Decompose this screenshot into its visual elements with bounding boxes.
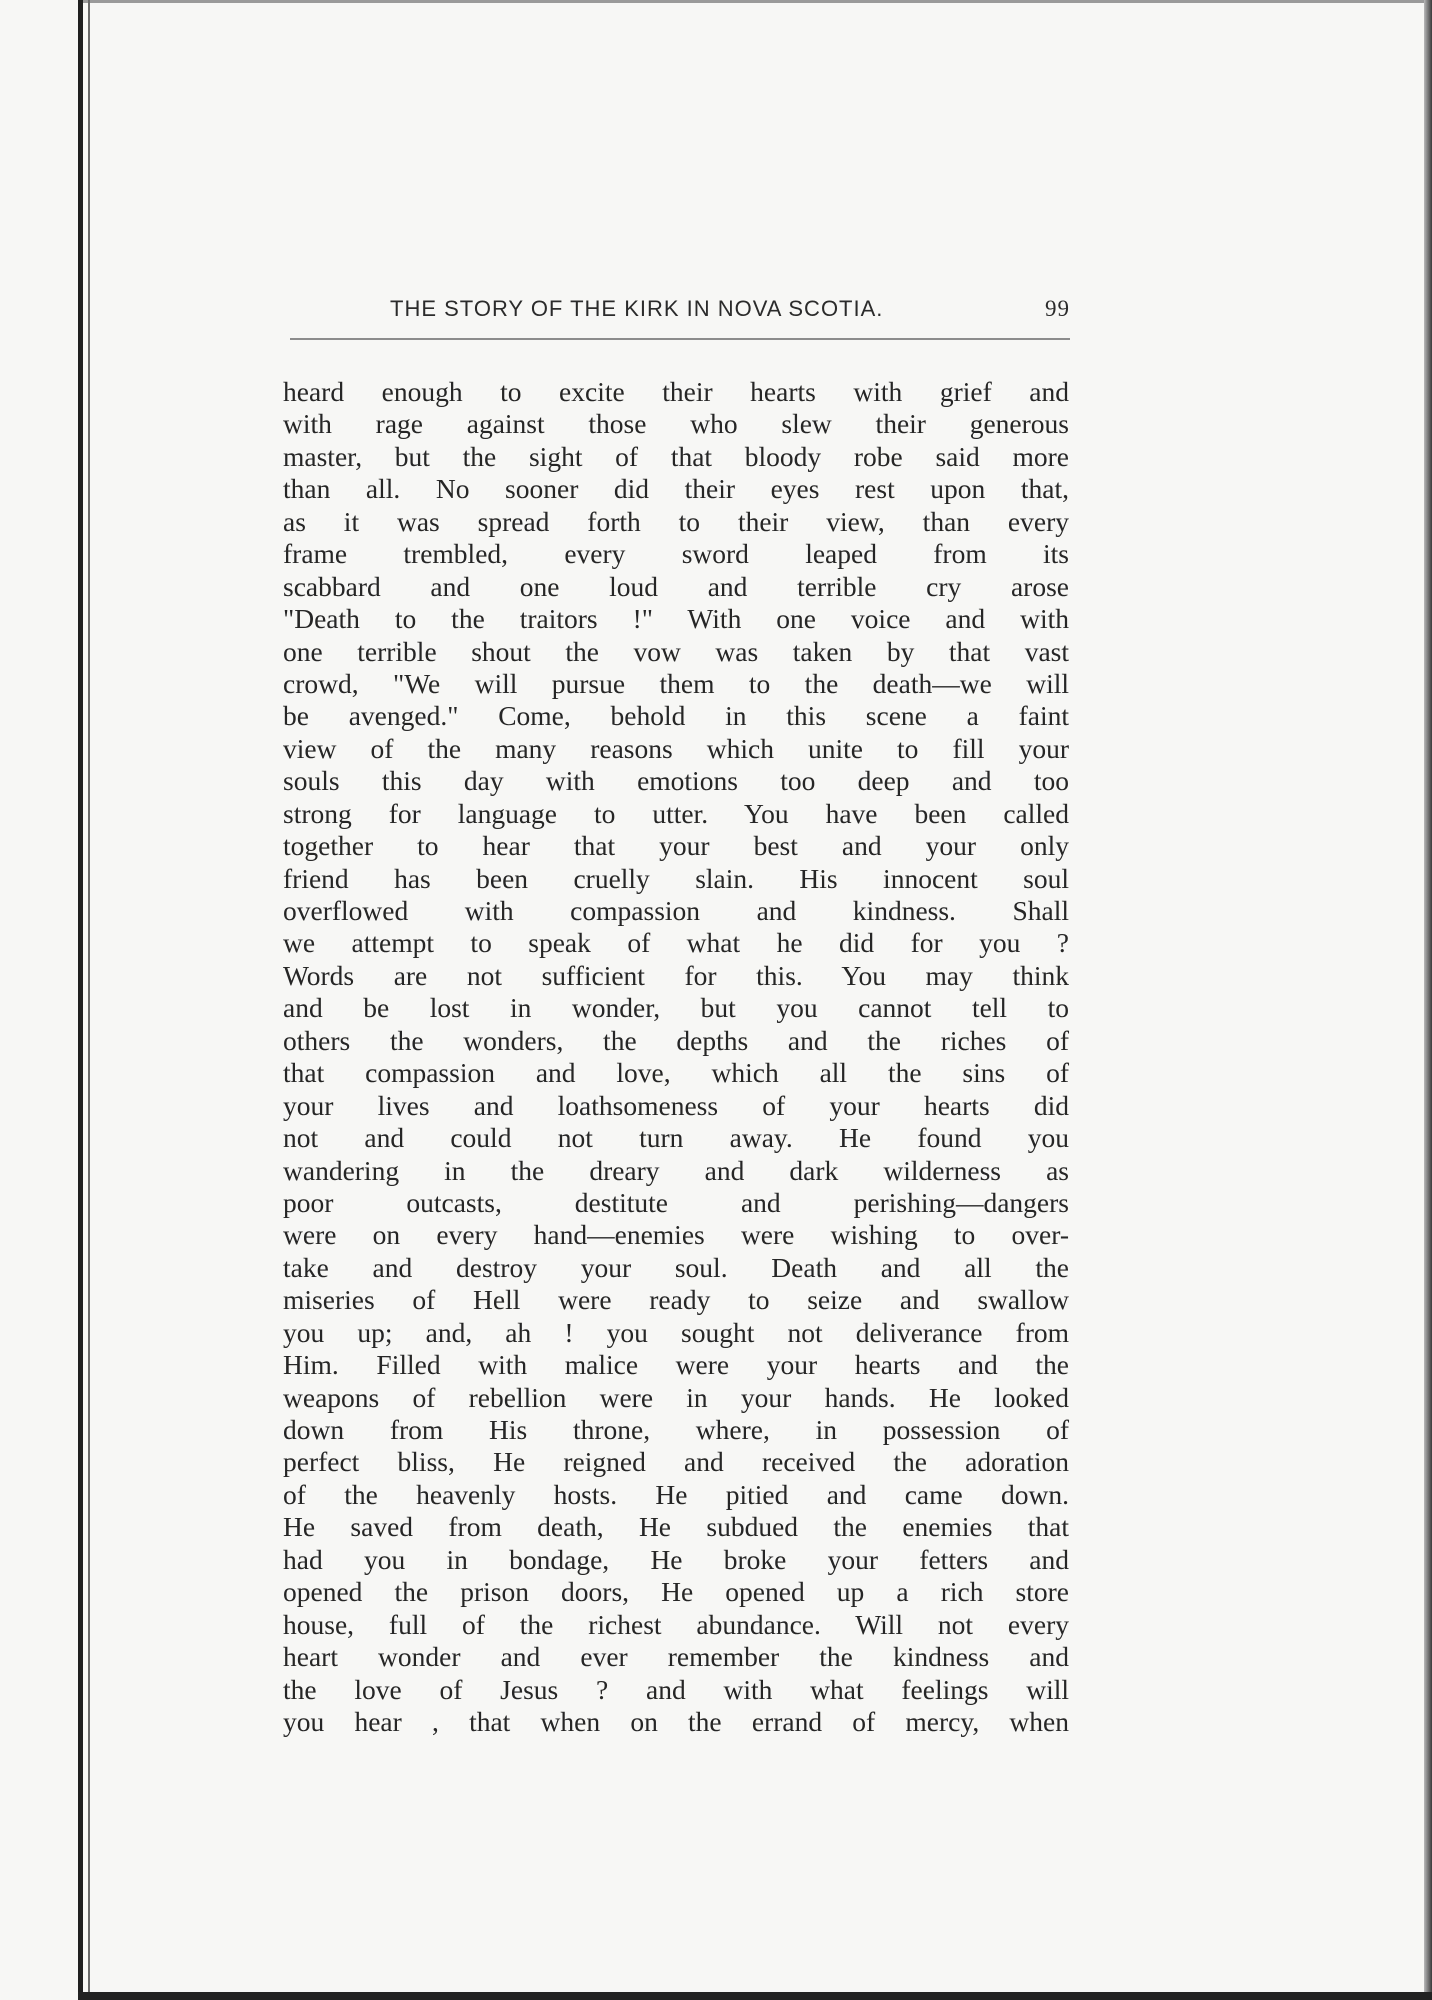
text-line: view of the many reasons which unite to fill your xyxy=(283,732,1069,764)
text-line: perfect bliss, He reigned and received the adoration xyxy=(283,1446,1069,1478)
text-line: as it was spread forth to their view, than every xyxy=(283,505,1069,537)
text-line: Him. Filled with malice were your hearts and the xyxy=(283,1349,1069,1381)
body-text xyxy=(283,376,1069,1738)
running-head xyxy=(290,292,1070,332)
text-line: together to hear that your best and your only xyxy=(283,830,1069,862)
text-line: scabbard and one loud and terrible cry arose xyxy=(283,570,1069,602)
page-bottom-edge xyxy=(78,1992,1432,2000)
text-line: with rage against those who slew their generous xyxy=(283,408,1069,440)
text-line: overflowed with compassion and kindness. Shall xyxy=(283,895,1069,926)
text-line: had you in bondage, He broke your fetters and xyxy=(283,1543,1069,1575)
text-line: strong for language to utter. You have been called xyxy=(283,797,1069,829)
page-number: 99 xyxy=(1045,296,1070,321)
text-line: others the wonders, the depths and the riches of xyxy=(283,1024,1069,1056)
text-line: poor outcasts, destitute and perishing—dangers xyxy=(283,1186,1069,1218)
text-line: frame trembled, every sword leaped from its xyxy=(283,538,1069,570)
text-line: opened the prison doors, He opened up a rich store xyxy=(283,1576,1069,1608)
page-binding-shadow xyxy=(88,0,90,2000)
text-line: weapons of rebellion were in your hands. He looked xyxy=(283,1381,1069,1413)
page-binding-edge xyxy=(78,0,83,2000)
text-line: heard enough to excite their hearts with grief and xyxy=(283,376,1069,407)
text-line: master, but the sight of that bloody robe said more xyxy=(283,440,1069,472)
text-line: miseries of Hell were ready to seize and swallow xyxy=(283,1284,1069,1316)
text-line: not and could not turn away. He found you xyxy=(283,1122,1069,1154)
text-line: than all. No sooner did their eyes rest upon that, xyxy=(283,473,1069,505)
text-line: house, full of the richest abundance. Will not every xyxy=(283,1608,1069,1640)
text-line: friend has been cruelly slain. His innocent soul xyxy=(283,862,1069,894)
text-line: souls this day with emotions too deep and too xyxy=(283,765,1069,797)
text-line: down from His throne, where, in possession of xyxy=(283,1414,1069,1445)
text-line: the love of Jesus ? and with what feelings will xyxy=(283,1673,1069,1705)
text-line: He saved from death, He subdued the enemies that xyxy=(283,1511,1069,1543)
text-line: one terrible shout the vow was taken by that vast xyxy=(283,635,1069,667)
text-line: take and destroy your soul. Death and all the xyxy=(283,1251,1069,1283)
text-line: and be lost in wonder, but you cannot tell to xyxy=(283,992,1069,1024)
text-line: your lives and loathsomeness of your hearts did xyxy=(283,1089,1069,1121)
text-line: you up; and, ah ! you sought not deliverance from xyxy=(283,1316,1069,1348)
text-line: we attempt to speak of what he did for you ? xyxy=(283,927,1069,959)
text-line: were on every hand—enemies were wishing to over- xyxy=(283,1219,1069,1251)
header-rule xyxy=(290,338,1070,340)
text-line: crowd, "We will pursue them to the death—we will xyxy=(283,667,1069,699)
page-right-edge xyxy=(1424,0,1432,2000)
text-line: be avenged." Come, behold in this scene a faint xyxy=(283,700,1069,732)
page-top-edge xyxy=(78,0,1432,3)
text-line: "Death to the traitors !" With one voice and with xyxy=(283,603,1069,635)
text-line: Words are not sufficient for this. You may think xyxy=(283,959,1069,991)
running-title: THE STORY OF THE KIRK IN NOVA SCOTIA. xyxy=(390,296,884,321)
text-line: that compassion and love, which all the sins of xyxy=(283,1057,1069,1089)
text-line: heart wonder and ever remember the kindness and xyxy=(283,1641,1069,1673)
text-line: wandering in the dreary and dark wilderness as xyxy=(283,1154,1069,1186)
text-line: of the heavenly hosts. He pitied and came down. xyxy=(283,1478,1069,1510)
text-line: you hear , that when on the errand of mercy, when xyxy=(283,1705,1069,1737)
